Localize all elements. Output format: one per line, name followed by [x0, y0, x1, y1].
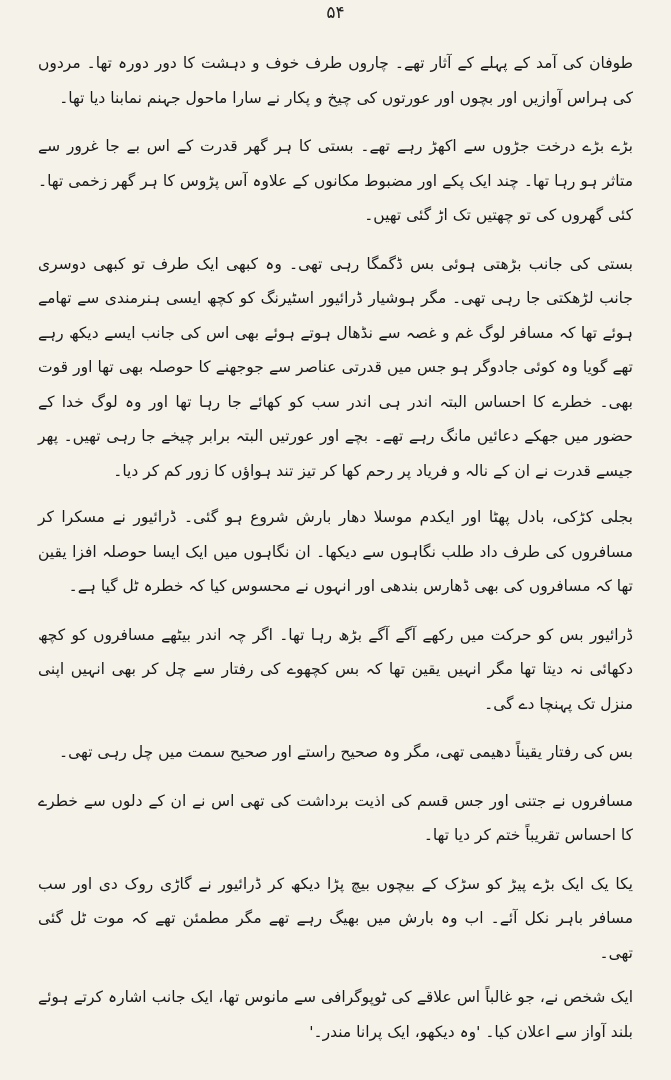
paragraph: بستی کی جانب بڑھتی ہوئی بس ڈگمگا رہی تھی۔ وہ کبھی ایک طرف تو کبھی دوسری جانب لڑھکتی جا رہی تھی۔ مگر ہوشیار ڈرائیور اسٹیرنگ کو کچھ ایسی ہنرمندی سے تھامے ہوئے تھا کہ مسافر لوگ غم و غصہ سے نڈھال ہوتے ہوئے بھی اس کی جانب ایسے دیکھ رہے تھے گویا وہ کوئی جادوگر ہو جس میں قدرتی عناصر سے جوجھنے کا حوصلہ بھی تھا اور قوت بھی۔ خطرے کا احساس البتہ اندر ہی اندر سب کو کھائے جا رہا تھا اور وہ لوگ خدا کے حضور میں جھکے دعائیں مانگ رہے تھے۔ بچے اور عورتیں البتہ برابر چیخے جا رہی تھیں۔ پھر جیسے قدرت نے ان کے نالہ و فریاد پر رحم کھا کر تیز تند ہواؤں کا زور کم کر دیا۔ [38, 254, 633, 480]
paragraph: بجلی کڑکی، بادل پھٹا اور ایکدم موسلا دھار بارش شروع ہو گئی۔ ڈرائیور نے مسکرا کر مسافروں کی طرف داد طلب نگاہوں سے دیکھا۔ ان نگاہوں میں ایک ایسا حوصلہ افزا یقین تھا کہ مسافروں کی بھی ڈھارس بندھی اور انہوں نے محسوس کیا کہ خطرہ ٹل گیا ہے۔ [38, 508, 633, 595]
page-number: ۵۴ [326, 3, 345, 23]
paragraph: ایک شخص نے، جو غالباً اس علاقے کی ٹوپوگرافی سے مانوس تھا، ایک جانب اشارہ کرتے ہوئے بلند آواز سے اعلان کیا۔ 'وہ دیکھو، ایک پرانا مندر۔' [38, 988, 633, 1041]
paragraph: بس کی رفتار یقیناً دھیمی تھی، مگر وہ صحیح راستے اور صحیح سمت میں چل رہی تھی۔ [59, 743, 633, 761]
paragraph: یکا یک ایک بڑے پیڑ کو سڑک کے بیچوں بیچ پڑا دیکھ کر ڈرائیور نے گاڑی روک دی اور سب مسافر باہر نکل آئے۔ اب وہ بارش میں بھیگ رہے تھے مگر مطمئن تھے کہ موت ٹل گئی تھی۔ [38, 874, 633, 962]
page-body [38, 46, 633, 1055]
paragraph: مسافروں نے جتنی اور جس قسم کی اذیت برداشت کی تھی اس نے ان کے دلوں سے خطرے کا احساس تقریباً ختم کر دیا تھا۔ [38, 791, 633, 844]
paragraph: طوفان کی آمد کے پہلے کے آثار تھے۔ چاروں طرف خوف و دہشت کا دور دورہ تھا۔ مردوں کی ہراس آوازیں اور بچوں اور عورتوں کی چیخ و پکار نے سارا ماحول جہنم نمابنا دیا تھا۔ [38, 54, 633, 107]
paragraph: بڑے بڑے درخت جڑوں سے اکھڑ رہے تھے۔ بستی کا ہر گھر قدرت کے اس بے جا غرور سے متاثر ہو رہا تھا۔ چند ایک پکے اور مضبوط مکانوں کے علاوہ آس پڑوس کا ہر گھر زخمی تھا۔ کئی گھروں کی تو چھتیں تک اڑ گئی تھیں۔ [38, 137, 633, 224]
paragraph: ڈرائیور بس کو حرکت میں رکھے آگے آگے بڑھ رہا تھا۔ اگر چہ اندر بیٹھے مسافروں کو کچھ دکھائی نہ دیتا تھا مگر انہیں یقین تھا کہ بس کچھوے کی رفتار سے چل کر بھی انہیں اپنی منزل تک پہنچا دے گی۔ [38, 625, 633, 713]
